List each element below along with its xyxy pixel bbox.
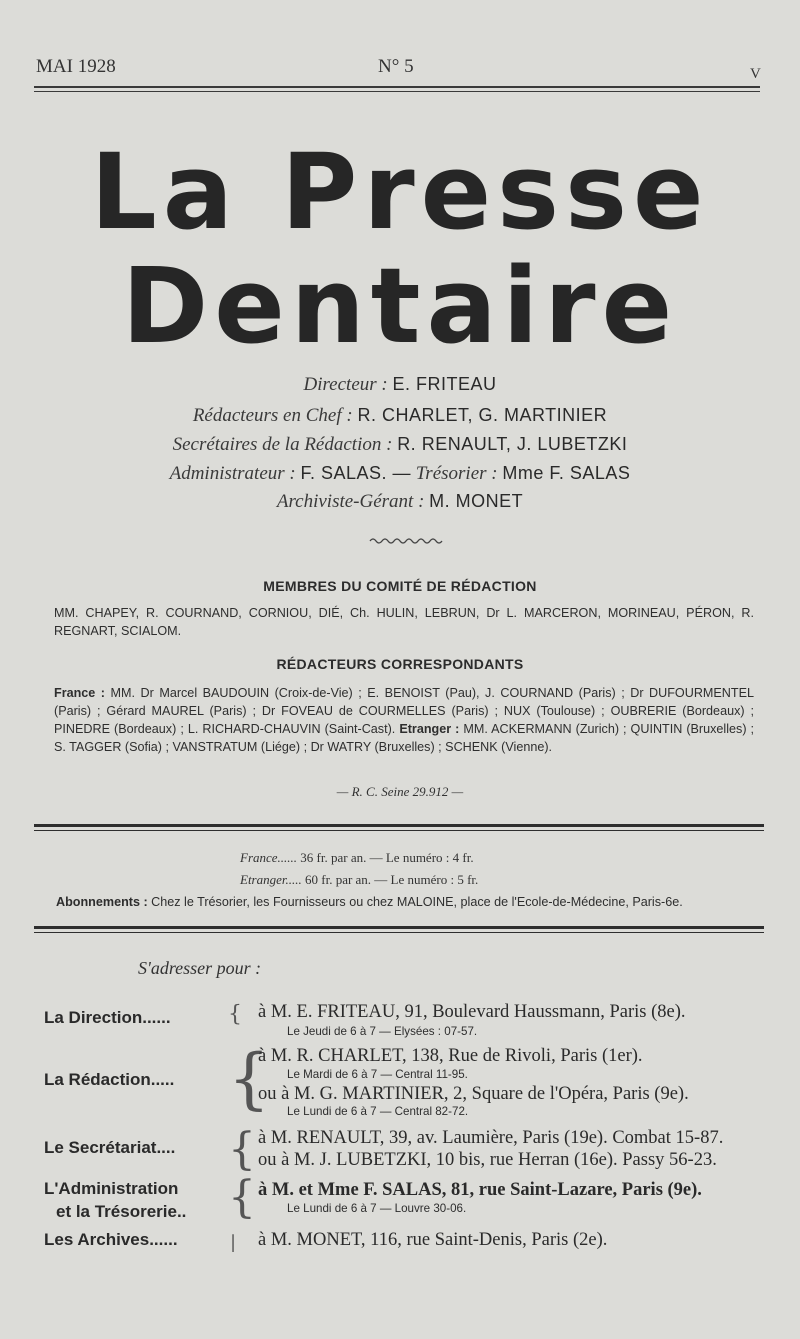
administration-brace: { xyxy=(228,1172,256,1223)
abonnements xyxy=(56,895,756,909)
abonnements-label: Abonnements : xyxy=(56,895,148,909)
administration-address xyxy=(258,1180,702,1201)
secretaires-label: Secrétaires de la Rédaction : xyxy=(172,434,393,455)
staff-secretaires xyxy=(0,432,800,457)
masthead-line-2: Dentaire xyxy=(121,245,679,367)
direction-hours: Le Jeudi de 6 à 7 — Elysées : 07-57. xyxy=(287,1025,478,1038)
issue-date: MAI 1928 xyxy=(36,56,116,77)
page-numeral: V xyxy=(750,66,761,82)
secretaires-names: R. RENAULT, J. LUBETZKI xyxy=(397,434,628,454)
direction-brace: { xyxy=(228,1002,242,1027)
secretariat-address-1: à M. RENAULT, 39, av. Laumière, Paris (19e). Combat 15-87. xyxy=(258,1128,724,1148)
pricing-bottom-rule xyxy=(34,926,764,933)
administration-hours: Le Lundi de 6 à 7 — Louvre 30-06. xyxy=(287,1202,467,1215)
administration-label-2: et la Trésorerie.. xyxy=(56,1202,187,1221)
tresorier-name: Mme F. SALAS xyxy=(502,463,631,483)
etranger-label: Etranger : xyxy=(399,722,460,736)
france-label: France : xyxy=(54,686,106,700)
staff-directeur xyxy=(0,372,800,397)
staff-archiviste xyxy=(0,489,800,514)
direction-label: La Direction...... xyxy=(44,1008,171,1027)
comite-members: MM. CHAPEY, R. COURNAND, CORNIOU, DIÉ, Ch. HULIN, LEBRUN, Dr L. MARCERON, MORINEAU, PÉRON, R. REGNART, SCIALOM. xyxy=(54,606,754,638)
secretariat-label: Le Secrétariat.... xyxy=(44,1138,176,1157)
abonnements-text: Chez le Trésorier, les Fournisseurs ou chez MALOINE, place de l'Ecole-de-Médecine, Paris-6e. xyxy=(151,895,683,909)
tarif-france-label: France...... xyxy=(240,850,298,865)
redaction-address-1: à M. R. CHARLET, 138, Rue de Rivoli, Paris (1er). xyxy=(258,1046,643,1066)
redaction-brace: { xyxy=(228,1040,270,1117)
secretariat-brace: { xyxy=(228,1124,256,1175)
pricing-top-rule xyxy=(34,824,764,831)
redaction-hours-2: Le Lundi de 6 à 7 — Central 82-72. xyxy=(287,1105,469,1118)
france-correspondants: MM. Dr Marcel BAUDOUIN (Croix-de-Vie) ; E. BENOIST (Pau), J. COURNAND (Paris) ; Dr DUFOURMENTEL (Paris) ; Gérard MAUREL (Paris) ; Dr FOVEAU de COURMELLES (Paris) ; NUX (Toulouse) ; OUBRERIE (Bordeaux) ; PINEDRE (Bordeaux) ; L. RICHARD-CHAUVIN (Saint-Cast). xyxy=(54,686,754,736)
redaction-label: La Rédaction..... xyxy=(44,1070,175,1089)
administration-address-text: à M. et Mme F. SALAS, 81, rue Saint-Lazare, Paris (9e). xyxy=(258,1180,702,1200)
tarif-etranger xyxy=(240,872,478,888)
issue-number: N° 5 xyxy=(378,56,414,77)
redacteurs-names: R. CHARLET, G. MARTINIER xyxy=(357,405,608,425)
archives-address: à M. MONET, 116, rue Saint-Denis, Paris (2e). xyxy=(258,1230,608,1250)
staff-redacteurs xyxy=(0,403,800,428)
administrateur-label: Administrateur : xyxy=(169,463,296,484)
directeur-label: Directeur : xyxy=(303,374,388,395)
administrateur-name: F. SALAS. — xyxy=(300,463,412,483)
redacteurs-label: Rédacteurs en Chef : xyxy=(192,405,353,426)
archives-label: Les Archives...... xyxy=(44,1230,178,1249)
correspondants-heading: RÉDACTEURS CORRESPONDANTS xyxy=(276,656,524,672)
masthead-line-1: La Presse xyxy=(90,131,710,253)
secretariat-address-2: ou à M. J. LUBETZKI, 10 bis, rue Herran (16e). Passy 56-23. xyxy=(258,1150,717,1170)
archives-bar: | xyxy=(230,1232,237,1253)
administration-label-1: L'Administration xyxy=(44,1179,179,1198)
squiggle-ornament xyxy=(368,536,444,546)
header-rule xyxy=(34,86,760,92)
comite-heading: MEMBRES DU COMITÉ DE RÉDACTION xyxy=(263,578,537,594)
tarif-france xyxy=(240,850,474,866)
adresser-intro: S'adresser pour : xyxy=(138,958,262,978)
archiviste-label: Archiviste-Gérant : xyxy=(276,491,425,512)
etranger-correspondants: MM. ACKERMANN (Zurich) ; QUINTIN (Bruxelles) ; S. TAGGER (Sofia) ; VANSTRATUM (Liége) ; Dr WATRY (Bruxelles) ; SCHENK (Vienne). xyxy=(54,722,755,754)
tarif-france-price: 36 fr. par an. — Le numéro : 4 fr. xyxy=(300,850,474,865)
staff-administration xyxy=(0,461,800,486)
redaction-hours-1: Le Mardi de 6 à 7 — Central 11-95. xyxy=(287,1068,468,1081)
direction-address: à M. E. FRITEAU, 91, Boulevard Haussmann, Paris (8e). xyxy=(258,1002,686,1022)
correspondants-text xyxy=(54,684,754,756)
redaction-address-2: ou à M. G. MARTINIER, 2, Square de l'Opéra, Paris (9e). xyxy=(258,1084,689,1104)
archiviste-name: M. MONET xyxy=(429,491,524,511)
tarif-etranger-price: 60 fr. par an. — Le numéro : 5 fr. xyxy=(305,872,479,887)
registre-commerce: — R. C. Seine 29.912 — xyxy=(336,784,464,799)
tresorier-label: Trésorier : xyxy=(415,463,498,484)
directeur-name: E. FRITEAU xyxy=(392,374,497,394)
tarif-etranger-label: Etranger..... xyxy=(240,872,302,887)
